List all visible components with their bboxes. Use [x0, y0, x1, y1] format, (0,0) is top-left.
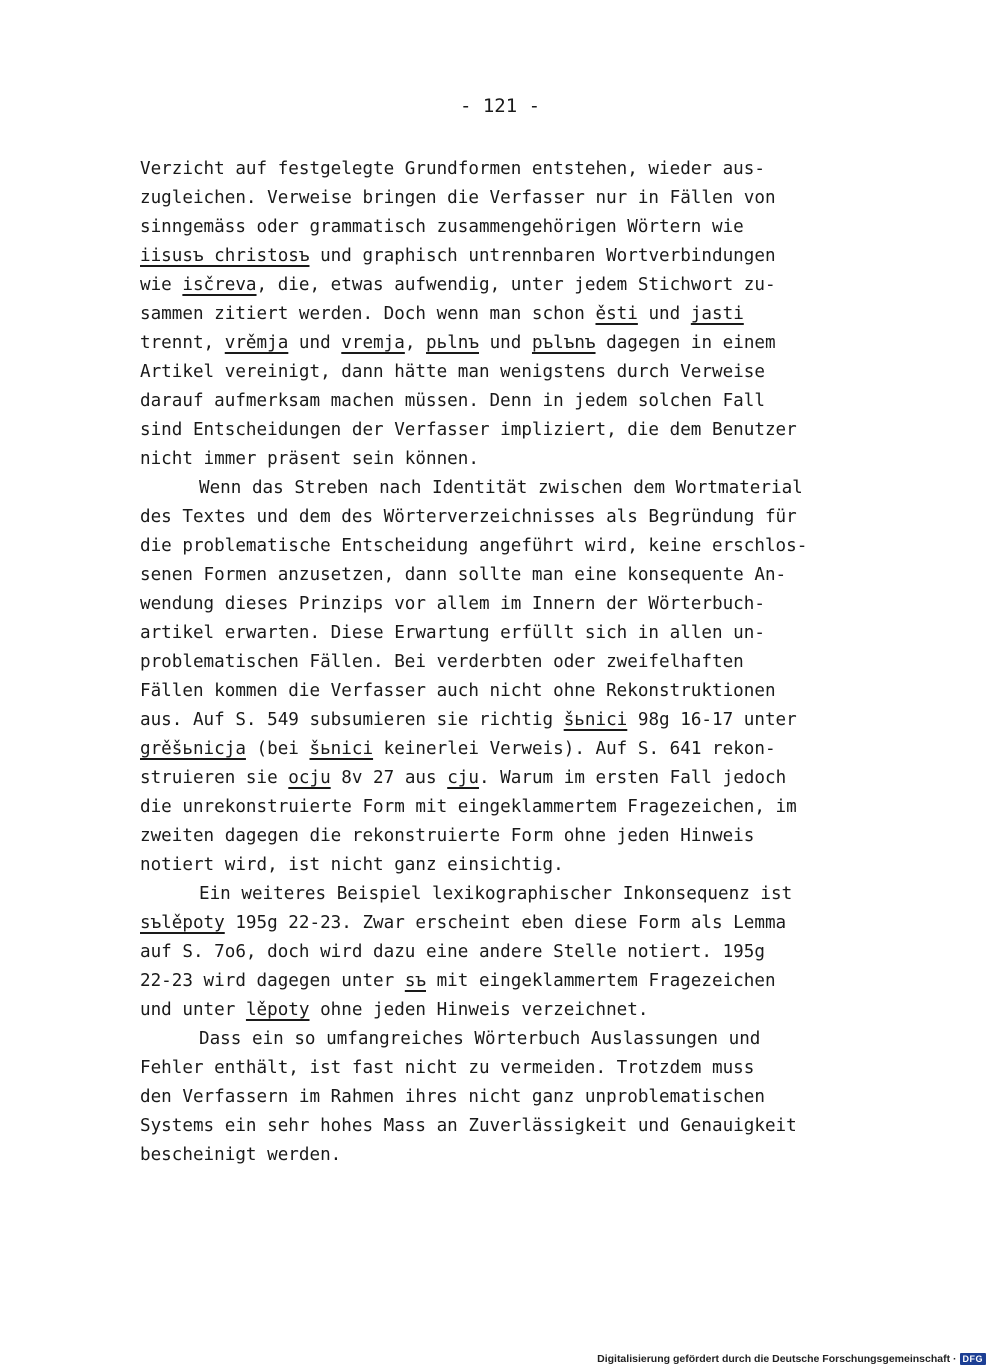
text-line	[140, 938, 880, 967]
page-number: - 121 -	[459, 95, 541, 117]
text-line	[140, 271, 880, 300]
paragraph	[140, 155, 880, 474]
text-segment: mit eingeklammertem Fragezeichen	[426, 971, 776, 991]
text-segment: senen Formen anzusetzen, dann sollte man eine konsequente An-	[140, 565, 787, 585]
text-line	[140, 793, 880, 822]
text-segment: aus. Auf S. 549 subsumieren sie richtig	[140, 710, 564, 730]
text-line	[140, 1054, 880, 1083]
dfg-logo-icon: DFG	[960, 1353, 987, 1365]
text-line	[140, 503, 880, 532]
text-segment: den Verfassern im Rahmen ihres nicht ganz unproblematischen	[140, 1087, 765, 1107]
text-segment: die unrekonstruierte Form mit eingeklammertem Fragezeichen, im	[140, 797, 797, 817]
text-segment: 98g 16-17 unter	[627, 710, 797, 730]
underlined-term: ěsti	[595, 304, 638, 324]
text-segment: Ein weiteres Beispiel lexikographischer Inkonsequenz ist	[199, 884, 793, 904]
text-segment: und	[637, 304, 691, 324]
text-segment: und unter	[140, 1000, 246, 1020]
footer-text: Digitalisierung gefördert durch die Deutsche Forschungsgemeinschaft ·	[597, 1353, 957, 1365]
text-segment: Systems ein sehr hohes Mass an Zuverlässigkeit und Genauigkeit	[140, 1116, 797, 1136]
underlined-term: iisusъ christosъ	[140, 246, 310, 266]
text-segment: (bei	[245, 739, 310, 759]
text-segment: 22-23 wird dagegen unter	[140, 971, 405, 991]
underlined-term: šьnici	[309, 739, 374, 759]
underlined-term: isčreva	[182, 275, 257, 295]
paragraph	[140, 880, 880, 1025]
footer	[597, 1353, 986, 1365]
text-segment: sind Entscheidungen der Verfasser impliziert, die dem Benutzer	[140, 420, 797, 440]
text-segment: 195g 22-23. Zwar erscheint eben diese Form als Lemma	[224, 913, 787, 933]
text-segment: wendung dieses Prinzips vor allem im Innern der Wörterbuch-	[140, 594, 765, 614]
text-line	[140, 1025, 880, 1054]
underlined-term: grěšьnicja	[140, 739, 246, 759]
underlined-term: vrěmja	[224, 333, 289, 353]
text-line	[140, 445, 880, 474]
text-segment: notiert wird, ist nicht ganz einsichtig.	[140, 855, 564, 875]
underlined-term: sъlěpoty	[140, 913, 225, 933]
text-line	[140, 416, 880, 445]
text-line	[140, 880, 880, 909]
underlined-term: ocju	[288, 768, 331, 788]
text-line	[140, 735, 880, 764]
text-line	[140, 358, 880, 387]
text-segment: und	[288, 333, 342, 353]
text-segment: auf S. 7o6, doch wird dazu eine andere Stelle notiert. 195g	[140, 942, 765, 962]
text-line	[140, 648, 880, 677]
text-line	[140, 706, 880, 735]
underlined-term: pьlnъ	[426, 333, 479, 353]
text-line	[140, 619, 880, 648]
underlined-term: lěpoty	[245, 1000, 310, 1020]
text-segment: ohne jeden Hinweis verzeichnet.	[309, 1000, 649, 1020]
text-line	[140, 184, 880, 213]
text-segment: bescheinigt werden.	[140, 1145, 342, 1165]
underlined-term: pъlъnъ	[531, 333, 596, 353]
text-segment: . Warum im ersten Fall jedoch	[478, 768, 787, 788]
text-segment: sinngemäss oder grammatisch zusammengehörigen Wörtern wie	[140, 217, 744, 237]
text-line	[140, 851, 880, 880]
text-line	[140, 1141, 880, 1170]
text-line	[140, 822, 880, 851]
text-segment: die problematische Entscheidung angeführt wird, keine erschlos-	[140, 536, 808, 556]
text-line	[140, 764, 880, 793]
text-line	[140, 532, 880, 561]
text-line	[140, 590, 880, 619]
text-segment: darauf aufmerksam machen müssen. Denn in jedem solchen Fall	[140, 391, 765, 411]
text-segment: Fällen kommen die Verfasser auch nicht ohne Rekonstruktionen	[140, 681, 776, 701]
underlined-term: šьnici	[563, 710, 628, 730]
text-line	[140, 1083, 880, 1112]
text-segment: struieren sie	[140, 768, 289, 788]
text-line	[140, 300, 880, 329]
text-segment: Verzicht auf festgelegte Grundformen entstehen, wieder aus-	[140, 159, 765, 179]
text-segment: dagegen in einem	[595, 333, 776, 353]
text-segment: zugleichen. Verweise bringen die Verfasser nur in Fällen von	[140, 188, 776, 208]
text-line	[140, 996, 880, 1025]
text-line	[140, 242, 880, 271]
underlined-term: cju	[447, 768, 479, 788]
underlined-term: sъ	[404, 971, 426, 991]
text-segment: problematischen Fällen. Bei verderbten oder zweifelhaften	[140, 652, 744, 672]
text-segment: zweiten dagegen die rekonstruierte Form ohne jeden Hinweis	[140, 826, 755, 846]
text-segment: des Textes und dem des Wörterverzeichnisses als Begründung für	[140, 507, 797, 527]
text-line	[140, 387, 880, 416]
text-segment: 8v 27 aus	[330, 768, 448, 788]
text-segment: keinerlei Verweis). Auf S. 641 rekon-	[373, 739, 776, 759]
text-segment: und graphisch untrennbaren Wortverbindungen	[309, 246, 776, 266]
text-line	[140, 909, 880, 938]
body-text	[140, 155, 880, 1170]
text-segment: und	[479, 333, 532, 353]
text-line	[140, 474, 880, 503]
text-segment: Fehler enthält, ist fast nicht zu vermeiden. Trotzdem muss	[140, 1058, 755, 1078]
underlined-term: jasti	[690, 304, 744, 324]
text-segment: artikel erwarten. Diese Erwartung erfüllt sich in allen un-	[140, 623, 765, 643]
text-segment: Dass ein so umfangreiches Wörterbuch Auslassungen und	[199, 1029, 761, 1049]
text-line	[140, 1112, 880, 1141]
text-segment: ,	[404, 333, 427, 353]
text-line	[140, 329, 880, 358]
paragraph	[140, 1025, 880, 1170]
text-segment: sammen zitiert werden. Doch wenn man schon	[140, 304, 596, 324]
text-line	[140, 155, 880, 184]
text-line	[140, 967, 880, 996]
text-segment: Artikel vereinigt, dann hätte man wenigstens durch Verweise	[140, 362, 765, 382]
text-line	[140, 561, 880, 590]
paragraph	[140, 474, 880, 880]
text-segment: trennt,	[140, 333, 225, 353]
text-line	[140, 213, 880, 242]
text-segment: nicht immer präsent sein können.	[140, 449, 479, 469]
text-segment: , die, etwas aufwendig, unter jedem Stichwort zu-	[256, 275, 776, 295]
text-line	[140, 677, 880, 706]
underlined-term: vremja	[341, 333, 405, 353]
text-segment: Wenn das Streben nach Identität zwischen dem Wortmaterial	[199, 478, 803, 498]
text-segment: wie	[140, 275, 183, 295]
